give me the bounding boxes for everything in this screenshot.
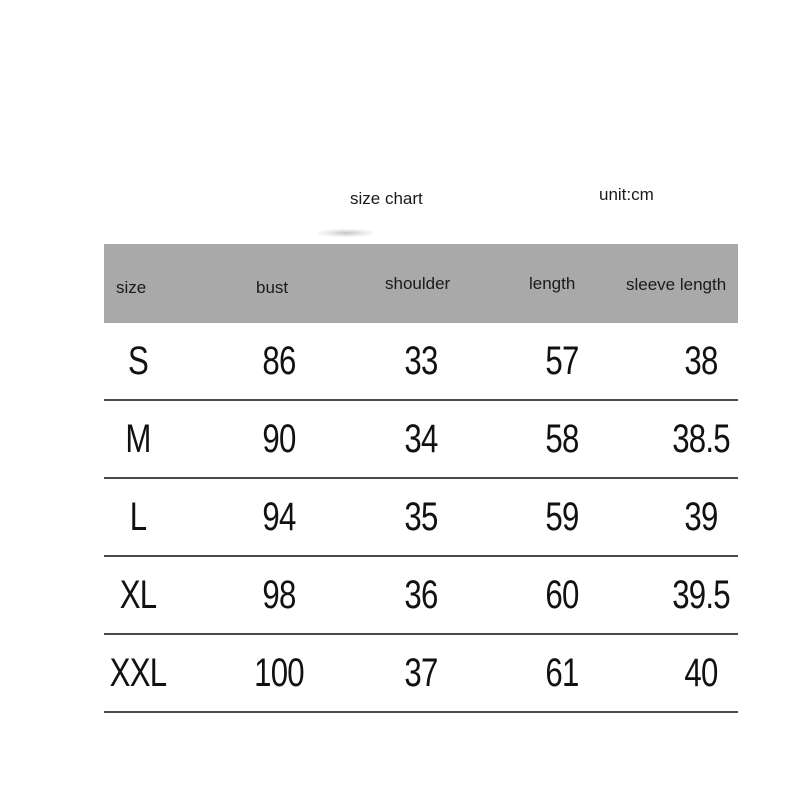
column-header-shoulder: shoulder	[385, 273, 451, 293]
cell-shoulder: 36	[404, 572, 438, 617]
cell-size: XXL	[109, 650, 167, 695]
decorative-smudge	[318, 229, 374, 237]
cell-bust: 90	[262, 416, 296, 461]
cell-size: S	[127, 338, 149, 383]
table-row	[104, 323, 738, 401]
cell-size: L	[129, 494, 147, 539]
column-header-bust: bust	[256, 277, 289, 297]
column-header-sleeve-length: sleeve length	[626, 274, 727, 294]
cell-shoulder: 37	[404, 650, 438, 695]
table-row	[104, 479, 738, 557]
cell-bust: 100	[254, 650, 304, 695]
cell-length: 58	[545, 416, 579, 461]
cell-sleeve-length: 40	[684, 650, 718, 695]
cell-length: 60	[545, 572, 579, 617]
cell-sleeve-length: 38	[684, 338, 718, 383]
cell-size: M	[125, 416, 151, 461]
column-header-size: size	[116, 277, 147, 297]
cell-length: 59	[545, 494, 579, 539]
size-chart-title: size chart	[350, 189, 423, 208]
table-header	[104, 244, 738, 323]
cell-bust: 98	[262, 572, 296, 617]
table-row	[104, 635, 738, 713]
unit-label: unit:cm	[599, 185, 654, 204]
table-row	[104, 401, 738, 479]
cell-sleeve-length: 38.5	[672, 416, 730, 461]
cell-bust: 86	[262, 338, 296, 383]
cell-shoulder: 35	[404, 494, 438, 539]
table-row	[104, 557, 738, 635]
cell-shoulder: 34	[404, 416, 438, 461]
cell-length: 61	[545, 650, 579, 695]
cell-sleeve-length: 39.5	[672, 572, 730, 617]
column-header-length: length	[529, 273, 576, 293]
cell-bust: 94	[262, 494, 296, 539]
cell-size: XL	[119, 572, 157, 617]
cell-length: 57	[545, 338, 579, 383]
size-table	[104, 244, 738, 713]
cell-shoulder: 33	[404, 338, 438, 383]
cell-sleeve-length: 39	[684, 494, 718, 539]
